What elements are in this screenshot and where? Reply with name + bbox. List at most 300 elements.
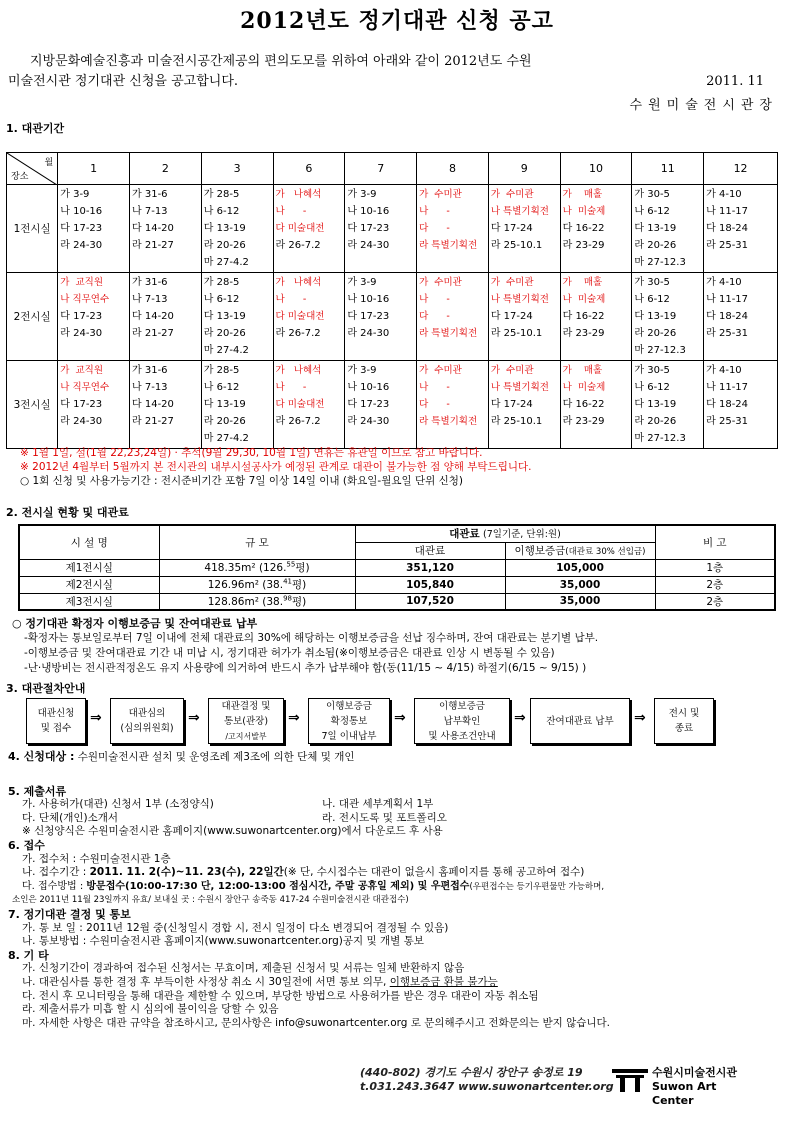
schedule-cell bbox=[632, 273, 704, 361]
schedule-slot: 다 미술대전 bbox=[275, 399, 325, 410]
schedule-slot: 나 - bbox=[419, 294, 450, 305]
footer-contact: t.031.243.3647 www.suwonartcenter.org bbox=[360, 1080, 614, 1093]
deposit-amount: 35,000 bbox=[505, 576, 655, 593]
schedule-cell bbox=[488, 273, 560, 361]
procedure-step-line: 7일 이내납부 bbox=[321, 730, 377, 742]
schedule-cell bbox=[273, 185, 345, 273]
schedule-slot: 다 14-20 bbox=[132, 223, 174, 234]
schedule-slot: 나 6-12 bbox=[203, 294, 240, 305]
schedule-slot: 다 18-24 bbox=[706, 399, 749, 410]
schedule-cell bbox=[345, 273, 417, 361]
floor-remark: 1층 bbox=[655, 559, 775, 576]
rental-fee: 107,520 bbox=[355, 593, 505, 610]
schedule-slot: 나 10-16 bbox=[347, 206, 390, 217]
table-corner bbox=[7, 153, 58, 185]
misc-d: 라. 제출서류가 미흡 할 시 심의에 불이익을 당할 수 있음 bbox=[22, 1003, 279, 1016]
schedule-slot: 다 - bbox=[419, 399, 450, 410]
procedure-step-line: 통보(관장) bbox=[223, 715, 269, 727]
schedule-slot: 나 6-12 bbox=[634, 294, 670, 305]
schedule-cell bbox=[58, 273, 130, 361]
notice-date: 2011. 11 bbox=[706, 74, 764, 89]
schedule-slot: 다 14-20 bbox=[132, 399, 174, 410]
procedure-step-line: /고지서발부 bbox=[225, 731, 267, 741]
fee-row bbox=[19, 559, 775, 576]
fee-header-scale: 규 모 bbox=[159, 525, 355, 559]
schedule-slot: 나 6-12 bbox=[634, 382, 670, 393]
doc-d: 라. 전시도록 및 포트폴리오 bbox=[322, 811, 447, 824]
schedule-slot: 다 13-19 bbox=[203, 399, 246, 410]
schedule-slot: 나 - bbox=[275, 294, 307, 305]
schedule-slot: 라 25-31 bbox=[706, 328, 749, 339]
procedure-step-line: 대관결정 및 bbox=[221, 700, 271, 712]
scale-pyeong-decimal: 98 bbox=[283, 594, 292, 603]
schedule-slot: 가 교직원 bbox=[60, 277, 103, 288]
schedule-slot: 라 24-30 bbox=[347, 416, 390, 427]
schedule-slot: 나 - bbox=[275, 206, 307, 217]
fee-header-remark: 비 고 bbox=[655, 525, 775, 559]
schedule-slot: 가 3-9 bbox=[347, 365, 377, 376]
schedule-slot: 가 매홀 bbox=[562, 365, 603, 376]
schedule-slot: 라 21-27 bbox=[132, 416, 174, 427]
procedure-step-line: 및 사용조건안내 bbox=[428, 730, 496, 742]
schedule-slot: 라 21-27 bbox=[132, 240, 174, 251]
schedule-cell bbox=[273, 273, 345, 361]
fee-header-fee: 대관료 bbox=[355, 542, 505, 559]
schedule-slot: 다 18-24 bbox=[706, 311, 749, 322]
schedule-slot: 다 - bbox=[419, 311, 450, 322]
schedule-slot: 다 17-24 bbox=[490, 223, 533, 234]
schedule-slot: 가 나혜석 bbox=[275, 277, 322, 288]
schedule-cell bbox=[58, 361, 130, 449]
intro-line-2: 미술전시관 정기대관 신청을 공고합니다. bbox=[8, 74, 239, 89]
schedule-slot: 다 13-19 bbox=[634, 399, 677, 410]
schedule-cell bbox=[58, 185, 130, 273]
schedule-slot: 다 16-22 bbox=[562, 223, 605, 234]
schedule-slot: 나 6-12 bbox=[203, 206, 240, 217]
schedule-slot: 가 28-5 bbox=[203, 189, 240, 200]
schedule-row bbox=[7, 361, 778, 449]
rental-fee: 351,120 bbox=[355, 559, 505, 576]
schedule-slot: 나 특별기획전 bbox=[490, 382, 549, 393]
flow-arrow-icon: ⇒ bbox=[288, 710, 300, 726]
schedule-slot: 나 7-13 bbox=[132, 382, 168, 393]
schedule-slot: 라 26-7.2 bbox=[275, 240, 321, 251]
docs-row-2 bbox=[8, 812, 788, 826]
schedule-cell bbox=[130, 273, 202, 361]
schedule-row bbox=[7, 185, 778, 273]
schedule-slot: 나 직무연수 bbox=[60, 382, 110, 393]
flow-arrow-icon: ⇒ bbox=[90, 710, 102, 726]
misc-a: 가. 신청기간이 경과하여 접수된 신청서는 무효이며, 제출된 신청서 및 서류는 일체 반환하지 않음 bbox=[22, 962, 465, 975]
issuer: 수원미술전시관장 bbox=[629, 98, 778, 113]
note-construction: ※ 2012년 4월부터 5월까지 본 전시관의 내부시설공사가 예정된 관계로 대관이 불가능한 점 양해 부탁드립니다. bbox=[20, 461, 532, 473]
reception-method-detail: 방문접수(10:00-17:30 단, 12:00-13:00 점심시간, 주말 공휴일 제외) 및 우편접수 bbox=[86, 880, 470, 892]
procedure-step bbox=[654, 698, 714, 744]
procedure-step-line: 종료 bbox=[674, 723, 694, 734]
schedule-slot: 다 미술대전 bbox=[275, 311, 325, 322]
schedule-slot: 가 28-5 bbox=[203, 277, 240, 288]
schedule-slot: 마 27-12.3 bbox=[634, 345, 686, 356]
month-header: 9 bbox=[488, 153, 560, 185]
schedule-slot: 가 수미관 bbox=[419, 277, 462, 288]
room-name: 2전시실 bbox=[7, 273, 58, 361]
schedule-slot: 나 특별기획전 bbox=[490, 206, 549, 217]
section-7-heading: 7. 정기대관 결정 및 통보 bbox=[8, 907, 131, 921]
schedule-slot: 라 26-7.2 bbox=[275, 416, 321, 427]
schedule-slot: 다 14-20 bbox=[132, 311, 174, 322]
scale-area: 128.86m² bbox=[207, 595, 259, 608]
fee-group-note: (7일기준, 단위:원) bbox=[483, 529, 561, 541]
schedule-slot: 마 27-4.2 bbox=[203, 433, 249, 444]
procedure-step bbox=[208, 698, 284, 744]
schedule-slot: 마 27-4.2 bbox=[203, 345, 249, 356]
section-8-heading: 8. 기 타 bbox=[8, 948, 49, 962]
schedule-cell bbox=[273, 361, 345, 449]
schedule-cell bbox=[345, 361, 417, 449]
flow-arrow-icon: ⇒ bbox=[188, 710, 200, 726]
schedule-slot: 가 나혜석 bbox=[275, 189, 322, 200]
schedule-slot: 다 13-19 bbox=[634, 223, 677, 234]
schedule-slot: 다 17-23 bbox=[60, 311, 103, 322]
month-header: 6 bbox=[273, 153, 345, 185]
doc-c: 다. 단체(개인)소개서 bbox=[22, 811, 119, 824]
schedule-slot: 마 27-4.2 bbox=[203, 257, 249, 268]
schedule-slot: 나 직무연수 bbox=[60, 294, 110, 305]
scale-area: 418.35m² bbox=[204, 562, 256, 574]
schedule-cell bbox=[704, 185, 778, 273]
scale-pyeong: (38. bbox=[262, 579, 284, 591]
schedule-slot: 다 17-23 bbox=[347, 223, 390, 234]
schedule-slot: 나 7-13 bbox=[132, 294, 168, 305]
section-1-heading: 1. 대관기간 bbox=[6, 122, 65, 135]
month-header: 3 bbox=[201, 153, 273, 185]
schedule-slot: 마 27-12.3 bbox=[634, 433, 686, 444]
schedule-slot: 라 특별기획전 bbox=[419, 328, 478, 339]
month-header: 10 bbox=[560, 153, 632, 185]
reception-mail-address: 소인은 2011년 11월 23일까지 유효/ 보내실 곳 : 수원시 장안구 송죽동 417-24 수원미술전시관 대관접수) bbox=[12, 895, 409, 906]
schedule-slot: 다 16-22 bbox=[562, 311, 605, 322]
scale-pyeong: (38. bbox=[262, 595, 284, 608]
schedule-slot: 가 30-5 bbox=[634, 277, 670, 288]
reception-method-label: 다. 접수방법 : bbox=[22, 880, 87, 892]
schedule-slot: 라 25-31 bbox=[706, 416, 749, 427]
section-2-heading: 2. 전시실 현황 및 대관료 bbox=[6, 506, 129, 519]
schedule-slot: 다 13-19 bbox=[203, 223, 246, 234]
schedule-slot: 나 미술제 bbox=[562, 294, 606, 305]
month-header: 7 bbox=[345, 153, 417, 185]
schedule-slot: 라 20-26 bbox=[634, 328, 677, 339]
schedule-slot: 나 11-17 bbox=[706, 206, 749, 217]
schedule-slot: 라 20-26 bbox=[634, 240, 677, 251]
procedure-step-line: 잔여대관료 납부 bbox=[546, 715, 614, 727]
schedule-cell bbox=[130, 361, 202, 449]
reception-period-label: 나. 접수기간 : bbox=[22, 866, 90, 879]
docs-row-1 bbox=[8, 798, 788, 812]
scale-pyeong-decimal: 55 bbox=[286, 560, 296, 569]
suwon-art-center-logo-icon bbox=[612, 1066, 648, 1094]
schedule-slot: 라 24-30 bbox=[347, 328, 390, 339]
schedule-slot: 다 17-23 bbox=[347, 399, 390, 410]
schedule-slot: 가 수미관 bbox=[419, 365, 462, 376]
schedule-slot: 나 10-16 bbox=[347, 294, 390, 305]
fee-group-label: 대관료 bbox=[449, 528, 480, 541]
reception-method bbox=[8, 880, 788, 895]
schedule-slot: 가 수미관 bbox=[419, 189, 462, 200]
schedule-slot: 가 28-5 bbox=[203, 365, 240, 376]
schedule-slot: 다 - bbox=[419, 223, 450, 234]
schedule-slot: 가 3-9 bbox=[60, 189, 90, 200]
payment-heading: ○ 정기대관 확정자 이행보증금 및 잔여대관료 납부 bbox=[12, 617, 258, 630]
schedule-cell bbox=[201, 361, 273, 449]
deposit-note: (대관료 30% 선입금) bbox=[565, 547, 646, 557]
facility-scale bbox=[159, 593, 355, 610]
procedure-step bbox=[530, 698, 630, 744]
schedule-cell bbox=[632, 361, 704, 449]
schedule-cell bbox=[417, 185, 489, 273]
schedule-slot: 가 수미관 bbox=[490, 277, 534, 288]
schedule-cell bbox=[201, 185, 273, 273]
schedule-slot: 다 17-23 bbox=[347, 311, 390, 322]
schedule-cell bbox=[488, 185, 560, 273]
schedule-slot: 다 17-24 bbox=[490, 399, 533, 410]
footer-org-ko: 수원시미술전시관 bbox=[652, 1066, 738, 1079]
scale-pyeong-decimal: 41 bbox=[283, 577, 292, 586]
schedule-slot: 가 교직원 bbox=[60, 365, 103, 376]
details bbox=[8, 750, 788, 1030]
schedule-slot: 가 4-10 bbox=[706, 277, 742, 288]
schedule-slot: 가 매홀 bbox=[562, 189, 603, 200]
scale-pyeong-unit: 평) bbox=[292, 579, 307, 591]
schedule-slot: 라 20-26 bbox=[634, 416, 677, 427]
reception-method-note: (우편접수는 등기우편물만 가능하며, bbox=[469, 881, 605, 892]
footer-address: (440-802) 경기도 수원시 장안구 송정로 19 bbox=[360, 1066, 583, 1079]
scale-pyeong-unit: 평) bbox=[292, 595, 307, 608]
facility-scale bbox=[159, 559, 355, 576]
corner-place-label: 장소 bbox=[11, 172, 29, 182]
schedule-slot: 나 - bbox=[419, 206, 450, 217]
scale-pyeong: (126. bbox=[258, 562, 287, 574]
schedule-slot: 라 25-31 bbox=[706, 240, 749, 251]
schedule-cell bbox=[201, 273, 273, 361]
fee-row bbox=[19, 576, 775, 593]
schedule-cell bbox=[632, 185, 704, 273]
room-name: 3전시실 bbox=[7, 361, 58, 449]
flow-arrow-icon: ⇒ bbox=[634, 710, 646, 726]
deposit-amount: 35,000 bbox=[505, 593, 655, 610]
footer bbox=[360, 1066, 760, 1107]
month-header: 12 bbox=[704, 153, 778, 185]
schedule-slot: 다 17-23 bbox=[60, 399, 103, 410]
misc-b-text: 나. 대관심사를 통한 결정 후 부득이한 사정상 취소 시 30일전에 서면 통보 의무, bbox=[22, 975, 390, 988]
fee-table bbox=[18, 524, 776, 611]
schedule-slot: 나 7-13 bbox=[132, 206, 168, 217]
schedule-slot: 라 21-27 bbox=[132, 328, 174, 339]
schedule-slot: 가 나혜석 bbox=[275, 365, 322, 376]
schedule-slot: 마 27-12.3 bbox=[634, 257, 686, 268]
schedule-slot: 가 31-6 bbox=[132, 365, 168, 376]
month-header: 11 bbox=[632, 153, 704, 185]
note-holidays: ※ 1월 1일, 설(1월 22,23,24일) · 추석(9월 29,30, 10월 1일) 연휴는 휴관일 이므로 참고 바랍니다. bbox=[20, 447, 483, 459]
reception-place: 가. 접수처 : 수원미술전시관 1층 bbox=[22, 852, 171, 865]
schedule-slot: 가 3-9 bbox=[347, 277, 377, 288]
schedule-slot: 가 수미관 bbox=[490, 189, 534, 200]
facility-name: 제2전시실 bbox=[19, 576, 159, 593]
schedule-slot: 다 13-19 bbox=[203, 311, 246, 322]
payment-notes bbox=[12, 616, 598, 676]
schedule-row bbox=[7, 273, 778, 361]
schedule-slot: 라 23-29 bbox=[562, 416, 605, 427]
schedule-slot: 라 23-29 bbox=[562, 328, 605, 339]
scale-area: 126.96m² bbox=[207, 579, 259, 591]
schedule-slot: 라 특별기획전 bbox=[419, 240, 478, 251]
schedule-cell bbox=[560, 273, 632, 361]
note-period: ○ 1회 신청 및 사용가능기간 : 전시준비기간 포함 7일 이상 14일 이내 (화요일-월요일 단위 신청) bbox=[20, 475, 463, 487]
schedule-slot: 라 23-29 bbox=[562, 240, 605, 251]
section-5-heading: 5. 제출서류 bbox=[8, 784, 67, 798]
schedule-slot: 다 미술대전 bbox=[275, 223, 325, 234]
misc-b-underlined: 이행보증금 환불 불가능 bbox=[389, 975, 498, 988]
footer-address-block bbox=[360, 1066, 614, 1094]
schedule-slot: 라 25-10.1 bbox=[490, 240, 543, 251]
schedule-slot: 라 20-26 bbox=[203, 240, 246, 251]
schedule-slot: 가 30-5 bbox=[634, 189, 670, 200]
schedule-slot: 다 17-24 bbox=[490, 311, 533, 322]
fee-row bbox=[19, 593, 775, 610]
schedule-slot: 라 20-26 bbox=[203, 416, 246, 427]
payment-item-2: -이행보증금 및 잔여대관료 기간 내 미납 시, 정기대관 허가가 취소됨(※이행보증금은 대관료 인상 시 변동될 수 있음) bbox=[24, 647, 555, 659]
schedule-cell bbox=[417, 273, 489, 361]
rental-fee: 105,840 bbox=[355, 576, 505, 593]
section-4 bbox=[8, 750, 788, 765]
schedule-cell bbox=[560, 361, 632, 449]
schedule-slot: 나 미술제 bbox=[562, 206, 606, 217]
schedule-slot: 나 11-17 bbox=[706, 382, 749, 393]
deposit-label: 이행보증금 bbox=[514, 545, 566, 557]
schedule-cell bbox=[130, 185, 202, 273]
schedule-slot: 라 24-30 bbox=[347, 240, 390, 251]
corner-month-label: 월 bbox=[44, 158, 54, 168]
section-4-text: 수원미술전시관 설치 및 운영조례 제3조에 의한 단체 및 개인 bbox=[74, 751, 355, 763]
reception-period bbox=[8, 866, 788, 880]
schedule-cell bbox=[417, 361, 489, 449]
month-header: 1 bbox=[58, 153, 130, 185]
intro-line-1: 지방문화예술진흥과 미술전시공간제공의 편의도모를 위하여 아래와 같이 2012년도 수원 bbox=[30, 54, 532, 69]
month-header: 2 bbox=[130, 153, 202, 185]
schedule-slot: 라 20-26 bbox=[203, 328, 246, 339]
room-name: 1전시실 bbox=[7, 185, 58, 273]
schedule-slot: 가 31-6 bbox=[132, 277, 168, 288]
intro bbox=[8, 52, 778, 113]
procedure-step-line: 및 접수 bbox=[40, 723, 72, 734]
fee-header-facility: 시 설 명 bbox=[19, 525, 159, 559]
section-4-heading: 4. 신청대상 : bbox=[8, 750, 75, 763]
facility-name: 제1전시실 bbox=[19, 559, 159, 576]
schedule-slot: 나 11-17 bbox=[706, 294, 749, 305]
footer-org-en: Suwon Art Center bbox=[652, 1080, 717, 1107]
procedure-step-line: 전시 및 bbox=[668, 708, 700, 719]
schedule-cell bbox=[345, 185, 417, 273]
procedure-step bbox=[110, 698, 184, 744]
schedule-cell bbox=[704, 273, 778, 361]
doc-b: 나. 대관 세부계획서 1부 bbox=[322, 798, 434, 811]
floor-remark: 2층 bbox=[655, 593, 775, 610]
misc-c: 다. 전시 후 모니터링을 통해 대관을 제한할 수 있으며, 부당한 방법으로 사용허가를 받은 경우 대관이 자동 취소됨 bbox=[22, 989, 539, 1002]
schedule-notes bbox=[20, 446, 531, 488]
deposit-amount: 105,000 bbox=[505, 559, 655, 576]
schedule-slot: 가 매홀 bbox=[562, 277, 603, 288]
schedule-slot: 다 17-23 bbox=[60, 223, 103, 234]
schedule-slot: 라 24-30 bbox=[60, 240, 103, 251]
procedure-step-line: 납부확인 bbox=[443, 715, 481, 727]
payment-item-3: -난·냉방비는 전시관적정온도 유지 사용량에 의거하여 반드시 추가 납부해야 함(동(11/15 ~ 4/15) 하절기(6/15 ~ 9/15) ) bbox=[24, 662, 587, 674]
page-title: 2012년도 정기대관 신청 공고 bbox=[240, 8, 554, 34]
schedule-slot: 나 - bbox=[419, 382, 450, 393]
schedule-slot: 가 31-6 bbox=[132, 189, 168, 200]
procedure-step-line: 이행보증금 bbox=[439, 700, 485, 712]
procedure-step bbox=[414, 698, 510, 744]
schedule-slot: 라 특별기획전 bbox=[419, 416, 478, 427]
schedule-slot: 라 25-10.1 bbox=[490, 416, 543, 427]
procedure-step-line: 대관신청 bbox=[37, 708, 75, 719]
schedule-slot: 다 18-24 bbox=[706, 223, 749, 234]
procedure-step bbox=[26, 698, 86, 744]
fee-header-deposit bbox=[505, 542, 655, 559]
flow-arrow-icon: ⇒ bbox=[394, 710, 406, 726]
procedure-step-line: 확정통보 bbox=[330, 715, 368, 727]
facility-name: 제3전시실 bbox=[19, 593, 159, 610]
footer-org bbox=[652, 1066, 760, 1108]
schedule-slot: 다 13-19 bbox=[634, 311, 677, 322]
reception-period-dates: 2011. 11. 2(수)~11. 23(수), 22일간 bbox=[89, 866, 284, 879]
facility-scale bbox=[159, 576, 355, 593]
schedule-slot: 라 24-30 bbox=[60, 416, 103, 427]
procedure-step-line: 이행보증금 bbox=[326, 700, 372, 712]
schedule-slot: 가 수미관 bbox=[490, 365, 534, 376]
schedule-slot: 가 4-10 bbox=[706, 189, 742, 200]
procedure-step-line: (심의위원회) bbox=[120, 723, 174, 734]
schedule-slot: 나 10-16 bbox=[60, 206, 103, 217]
fee-header-group bbox=[355, 525, 655, 542]
schedule-slot: 나 미술제 bbox=[562, 382, 606, 393]
payment-item-1: -확정자는 통보일로부터 7일 이내에 전체 대관료의 30%에 해당하는 이행보증금을 선납 징수하며, 잔여 대관료는 분기별 납부. bbox=[24, 632, 599, 644]
schedule-slot: 가 3-9 bbox=[347, 189, 377, 200]
floor-remark: 2층 bbox=[655, 576, 775, 593]
schedule-slot: 다 16-22 bbox=[562, 399, 605, 410]
notice-date-item: 가. 통 보 일 : 2011년 12월 중(신청일시 경합 시, 전시 일정이 다소 변경되어 결정될 수 있음) bbox=[22, 921, 449, 934]
schedule-slot: 나 6-12 bbox=[203, 382, 240, 393]
schedule-slot: 라 25-10.1 bbox=[490, 328, 543, 339]
flow-arrow-icon: ⇒ bbox=[514, 710, 526, 726]
misc-b bbox=[8, 976, 788, 990]
misc-e: 마. 자세한 사항은 대관 규약을 참조하시고, 문의사항은 info@suwonartcenter.org 로 문의해주시고 전화문의는 받지 않습니다. bbox=[22, 1016, 611, 1029]
schedule-slot: 나 - bbox=[275, 382, 307, 393]
section-3-heading: 3. 대관절차안내 bbox=[6, 682, 86, 695]
schedule-table bbox=[6, 152, 778, 449]
schedule-slot: 가 30-5 bbox=[634, 365, 670, 376]
schedule-slot: 나 특별기획전 bbox=[490, 294, 549, 305]
schedule-cell bbox=[704, 361, 778, 449]
schedule-slot: 나 6-12 bbox=[634, 206, 670, 217]
schedule-slot: 가 4-10 bbox=[706, 365, 742, 376]
month-header: 8 bbox=[417, 153, 489, 185]
reception-period-note: (※ 단, 수시접수는 대관이 없을시 홈페이지를 통해 공고하여 접수) bbox=[283, 866, 585, 879]
procedure-step-line: 대관심의 bbox=[128, 708, 166, 719]
notice-method-item: 나. 통보방법 : 수원미술전시관 홈페이지(www.suwonartcenter.org)공지 및 개별 통보 bbox=[22, 935, 424, 948]
schedule-cell bbox=[560, 185, 632, 273]
schedule-cell bbox=[488, 361, 560, 449]
section-6-heading: 6. 접수 bbox=[8, 838, 45, 852]
scale-pyeong-unit: 평) bbox=[295, 562, 310, 574]
